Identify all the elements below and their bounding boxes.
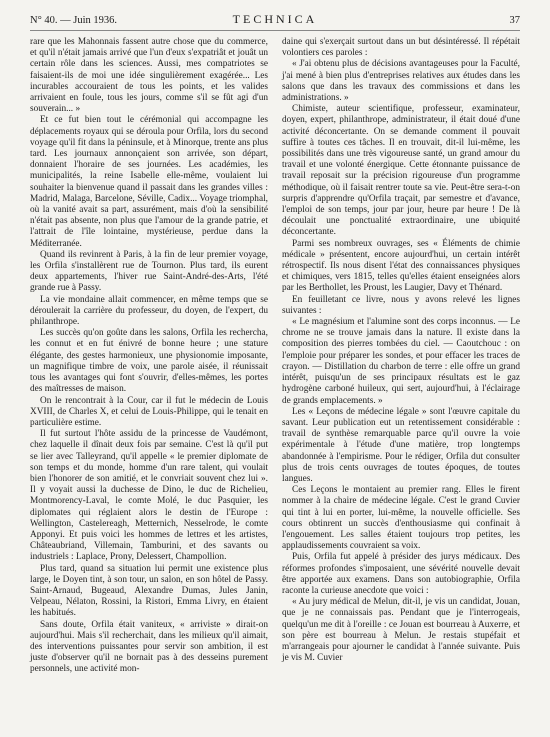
paragraph: « Le magnésium et l'alumine sont des corps inconnus. — Le chrome ne se trouve jamais dans la nature. Il existe dans la composition des pierres tombées du ciel. — Caoutchouc : on l'emploie pour préparer les sondes, et pour effacer les traces de crayon. — Distillation du charbon de terre : elle offre un grand intérêt, puisqu'un de ses principaux résultats est le gaz hydrogène carboné huileux, qui sert, aujourd'hui, à l'éclairage de grands emplacements. » xyxy=(282,317,520,406)
paragraph: « Au jury médical de Melun, dit-il, je vis un candidat, Jouan, que je ne connaissais pas. Pendant que je l'interrogeais, quelqu'un me dit à l'oreille : ce Jouan est bourreau à Auxerre, et son père est bourreau à Melun. Je restais stupéfait et m'arrangeais pour ajourner le candidat à l'année suivante. Puis je vis M. Cuvier xyxy=(282,597,520,664)
left-column xyxy=(30,37,268,676)
paragraph: daine qui s'exerçait surtout dans un but désintéressé. Il répétait volontiers ces paroles : xyxy=(282,37,520,59)
paragraph: Il fut surtout l'hôte assidu de la princesse de Vaudémont, chez laquelle il dînait deux fois par semaine. C'est là qu'il put se lier avec Talleyrand, qu'il appelle « le premier diplomate de son temps et du monde, homme d'un rare talent, qui voulait bien l'honorer de son amitié, et le convriait souvent chez lui ». Il y voyait aussi la duchesse de Dino, le duc de Richelieu, Montmorency-Laval, le comte Molé, le duc Pasquier, les diplomates qui réglaient alors le destin de l'Europe : Wellington, Castelereagh, Metternich, Nesselrode, le comte Apponyi. Et puis voici les hommes de lettres et les artistes, Châteaubriand, Villemain, Tamburini, et des savants ou industriels : Laplace, Prony, Delessert, Champollion. xyxy=(30,429,268,563)
journal-title: TECHNICA xyxy=(232,12,318,26)
paragraph: On le rencontrait à la Cour, car il fut le médecin de Louis XVIII, de Charles X, et celui de Louis-Philippe, qui le tenait en particulière estime. xyxy=(30,395,268,428)
paragraph: La vie mondaine allait commencer, en même temps que se déroulerait la carrière du professeur, du doyen, de l'expert, du philanthrope. xyxy=(30,294,268,328)
paragraph: Et ce fut bien tout le cérémonial qui accompagne les déplacements royaux qui se déroula pour Orfila, lors du second voyage qu'il fit dans la péninsule, et à Minorque, trente ans plus tard. Les journaux annonçaient son arrivée, son départ, donnaient l'horaire de ses journées. Les académies, les municipalités, la reine Isabelle elle-même, voulaient lui souhaiter la bienvenue quand il passait dans les grandes villes : Madrid, Malaga, Barcelone, Séville, Cadix... Voyage triomphal, où la vanité avait sa part, assurément, mais d'où la sensibilité n'était pas absente, non plus que l'amour de la grande patrie, et l'attrait de l'île lointaine, mystérieuse, perdue dans la Méditerranée. xyxy=(30,115,268,249)
page-number: 37 xyxy=(509,15,520,26)
paragraph: Ces Leçons le montaient au premier rang. Elles le firent nommer à la chaire de médecine légale. C'est le grand Cuvier qui tint à lui en porter, lui-même, la nouvelle officielle. Ses cours obtinrent un succès d'enthousiasme qui confinait à l'engouement. Les salles étaient toujours trop petites, les applaudissements couvraient sa voix. xyxy=(282,485,520,552)
paragraph: Chimiste, auteur scientifique, professeur, examinateur, doyen, expert, philanthrope, administrateur, il était doué d'une activité déconcertante. On se demande comment il pouvait suffire à toutes ces tâches. Il en trouvait, dit-il lui-même, les possibilités dans une très vigoureuse santé, un grand amour du travail et une volonté énergique. Cette étonnante puissance de travail reposait sur la précision rigoureuse d'un programme méthodique, où il faisait rentrer toute sa vie. Peut-être sera-t-on surpris d'apprendre qu'Orfila traçait, par semestre et d'avance, l'emploi de son temps, jour par jour, heure par heure ! De là découlait une ponctualité extraordinaire, une ubiquité déconcertante. xyxy=(282,104,520,238)
paragraph: En feuilletant ce livre, nous y avons relevé les lignes suivantes : xyxy=(282,294,520,316)
paragraph: Puis, Orfila fut appelé à présider des jurys médicaux. Des réformes profondes s'imposaient, une sévérité nouvelle devait être apportée aux examens. Dans son autobiographie, Orfila raconte la curieuse anecdote que voici : xyxy=(282,552,520,596)
paragraph: Les succès qu'on goûte dans les salons, Orfila les recherchа, les connut et en fut énivré de bonne heure ; une stature élégante, des gestes harmonieux, une physionomie imposante, un magnifique timbre de voix, une parole aisée, il réunissait tous les avantages qui font s'ouvrir, d'elles-mêmes, les portes des maîtresses de maison. xyxy=(30,328,268,395)
right-column xyxy=(282,37,520,676)
paragraph: « J'ai obtenu plus de décisions avantageuses pour la Faculté, j'ai mené à bien plus d'entreprises relatives aux études dans les salons que dans les travaux des commissions et dans les administrations. » xyxy=(282,59,520,104)
paragraph: rare que les Mahonnais fassent autre chose que du commerce, et qu'il n'était jamais arrivé que l'un d'eux s'expatriât et jouât un certain rôle dans les sciences. Aussi, mes compatriotes se faisaient-ils de moi une idée singulièrement exagérée... Les incurables accouraient de tous les points, et les valides arrivaient en foule, tous les jours, comme s'il se fût agi d'un souverain... » xyxy=(30,37,268,115)
text-columns xyxy=(30,37,520,676)
paragraph: Les « Leçons de médecine légale » sont l'œuvre capitale du savant. Leur publication eut un retentissement considérable : travail de synthèse remarquable parce qu'il ouvre la voie expérimentale à l'étude d'une matière, trop longtemps abandonnée à l'empirisme. Pour le rédiger, Orfila dut consulter plus de trois cents ouvrages de toutes époques, de toutes langues. xyxy=(282,406,520,484)
issue-date: N° 40. — Juin 1936. xyxy=(30,15,118,26)
paragraph: Sans doute, Orfila était vaniteux, « arriviste » dirait-on aujourd'hui. Mais s'il recherchait, dans les milieux qu'il aimait, des interventions puissantes pour servir son ambition, il est juste d'observer qu'il ne bornait pas à des desseins purement personnels, une activité mon- xyxy=(30,619,268,675)
paragraph: Quand ils revinrent à Paris, à la fin de leur premier voyage, les Orfila s'installèrent rue de Tournon. Plus tard, ils eurent deux appartements, l'hiver rue Saint-André-des-Arts, l'été grande rue à Passy. xyxy=(30,249,268,294)
running-header xyxy=(30,12,520,31)
paragraph: Parmi ses nombreux ouvrages, ses « Éléments de chimie médicale » présentent, encore aujourd'hui, un certain intérêt rétrospectif. Ils nous disent l'état des connaissances physiques et chimiques, vers 1815, telles qu'elles étaient enseignées alors par les Berthollet, les Proust, les Laugier, Davy et Thénard. xyxy=(282,238,520,294)
paragraph: Plus tard, quand sa situation lui permit une existence plus large, le Doyen tint, à son tour, un salon, en son hôtel de Passy. Saint-Arnaud, Bugeaud, Alexandre Dumas, Jules Janin, Velpeau, Nélaton, Rossini, la Ristori, Emma Livry, en étaient les habitués. xyxy=(30,563,268,619)
